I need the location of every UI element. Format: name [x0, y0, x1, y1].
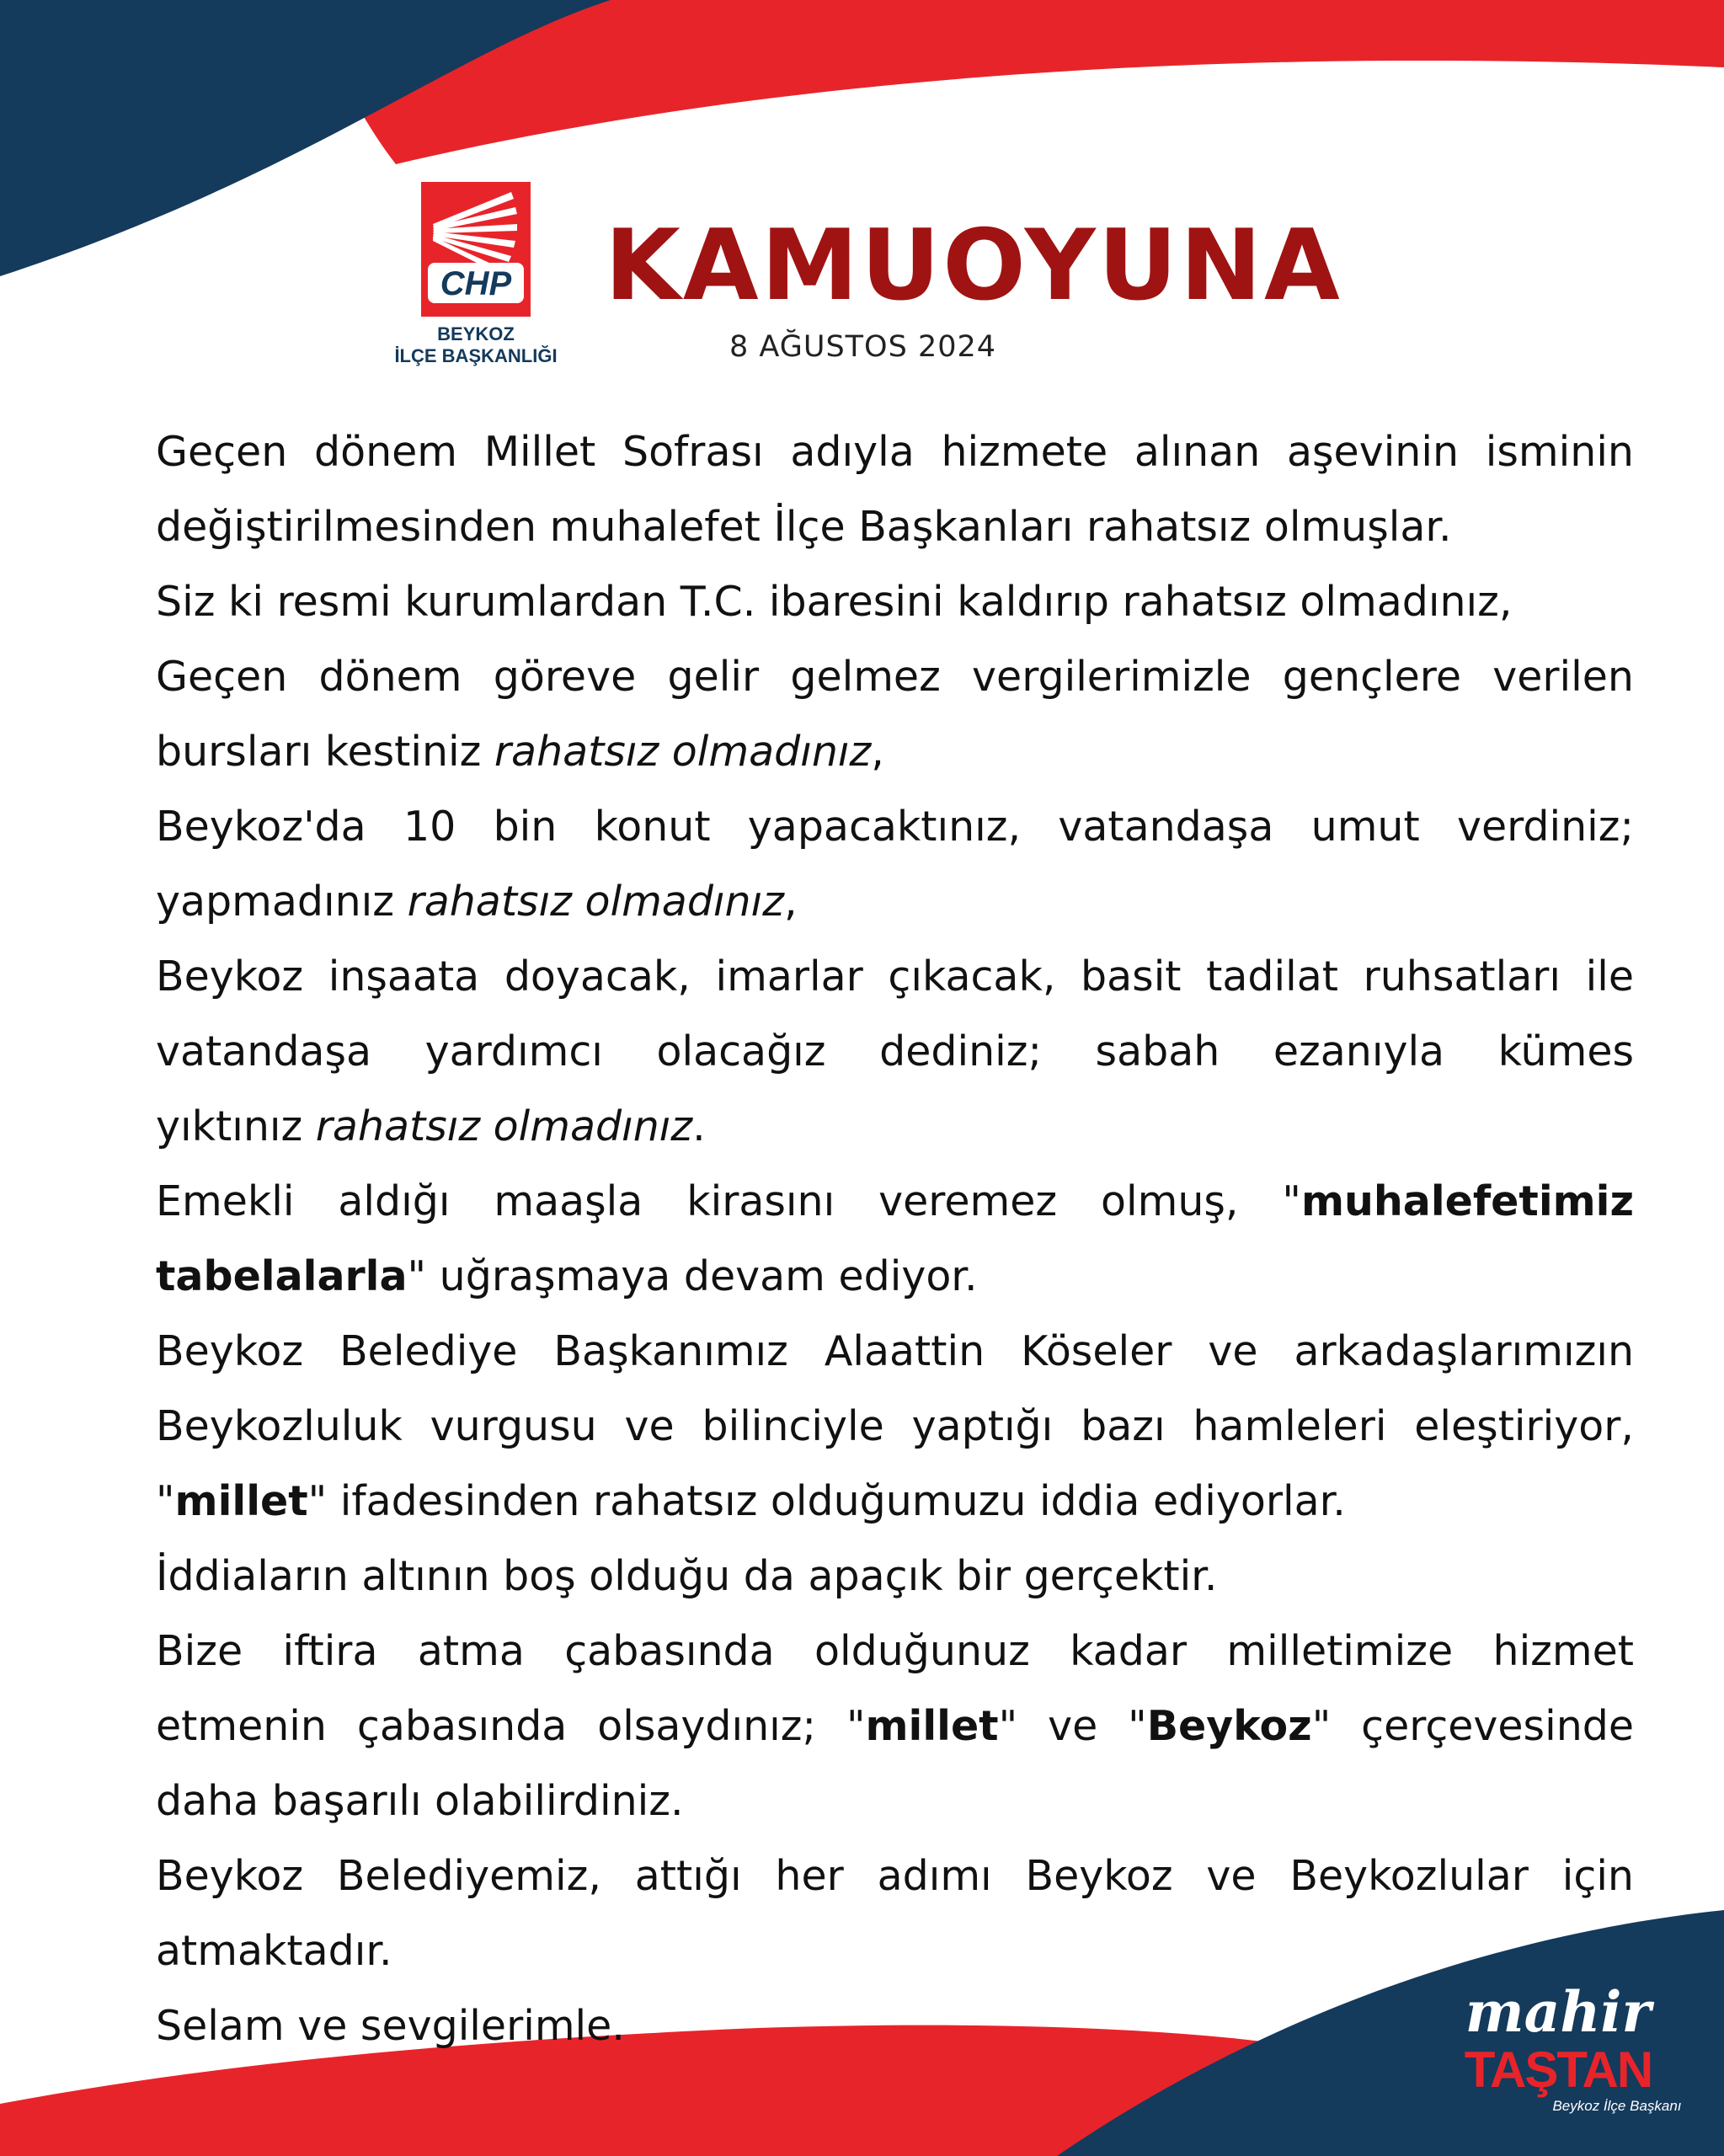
text-run: " — [156, 1477, 175, 1525]
logo-line-2: İLÇE BAŞKANLIĞI — [394, 345, 558, 366]
paragraph-line — [156, 489, 1634, 564]
statement-paragraph — [156, 564, 1634, 639]
statement-paragraph — [156, 1314, 1634, 1539]
text-run: Beykoz Belediyemiz, attığı her adımı Beykoz ve Beykozlular için — [156, 1852, 1634, 1900]
paragraph-line — [156, 1913, 1634, 1988]
page-title: KAMUOYUNA — [605, 209, 1342, 323]
paragraph-line — [156, 1164, 1634, 1239]
statement-paragraph — [156, 789, 1634, 939]
text-run: Siz ki resmi kurumlardan T.C. ibaresini kaldırıp rahatsız olmadınız, — [156, 578, 1513, 626]
logo-name: CHP — [440, 265, 512, 302]
text-run: vatandaşa yardımcı olacağız dediniz; sabah ezanıyla kümes — [156, 1027, 1634, 1075]
paragraph-line — [156, 1689, 1634, 1764]
italic-text: rahatsız olmadınız — [407, 878, 784, 926]
paragraph-line — [156, 564, 1634, 639]
text-run: değiştirilmesinden muhalefet İlçe Başkanları rahatsız olmuşlar. — [156, 503, 1452, 551]
bold-text: Beykoz — [1146, 1702, 1312, 1750]
text-run: , — [783, 878, 798, 926]
text-run: " ifadesinden rahatsız olduğumuzu iddia ediyorlar. — [307, 1477, 1346, 1525]
statement-paragraph — [156, 639, 1634, 789]
text-run: Beykoz Belediye Başkanımız Alaattin Köseler ve arkadaşlarımızın — [156, 1327, 1634, 1375]
paragraph-line — [156, 1614, 1634, 1689]
text-run: , — [871, 728, 884, 776]
statement-paragraph — [156, 414, 1634, 564]
paragraph-line — [156, 1539, 1634, 1614]
signature-role: Beykoz İlçe Başkanı — [1552, 2098, 1682, 2114]
bold-text: muhalefetimiz — [1300, 1177, 1634, 1225]
text-run: Beykoz inşaata doyacak, imarlar çıkacak, basit tadilat ruhsatları ile — [156, 953, 1634, 1001]
paragraph-line — [156, 1089, 1634, 1164]
text-run: bursları kestiniz — [156, 728, 494, 776]
paragraph-line — [156, 1389, 1634, 1464]
statement-paragraph — [156, 1988, 1634, 2063]
statement-paragraph — [156, 939, 1634, 1164]
text-run: etmenin çabasında olsaydınız; " — [156, 1702, 866, 1750]
text-run: Geçen dönem Millet Sofrası adıyla hizmete alınan aşevinin isminin — [156, 428, 1634, 476]
paragraph-line — [156, 414, 1634, 489]
party-logo — [381, 182, 574, 371]
italic-text: rahatsız olmadınız — [494, 728, 872, 776]
paragraph-line — [156, 864, 1634, 939]
text-run: . — [692, 1102, 706, 1150]
text-run: " çerçevesinde — [1311, 1702, 1634, 1750]
paragraph-line — [156, 1764, 1634, 1838]
statement-paragraph — [156, 1539, 1634, 1614]
text-run: İddiaların altının boş olduğu da apaçık bir gerçektir. — [156, 1552, 1218, 1600]
bold-text: millet — [174, 1477, 308, 1525]
paragraph-line — [156, 1988, 1634, 2063]
text-run: " ve " — [998, 1702, 1147, 1750]
text-run: " uğraşmaya devam ediyor. — [407, 1252, 978, 1300]
italic-text: rahatsız olmadınız — [315, 1102, 693, 1150]
text-run: Beykoz'da 10 bin konut yapacaktınız, vatandaşa umut verdiniz; — [156, 803, 1634, 851]
signature-first-name: mahir — [1465, 1979, 1652, 2045]
paragraph-line — [156, 1014, 1634, 1089]
bold-text: millet — [865, 1702, 999, 1750]
paragraph-line — [156, 1239, 1634, 1314]
text-run: Bize iftira atma çabasında olduğunuz kadar milletimize hizmet — [156, 1627, 1634, 1675]
paragraph-line — [156, 1464, 1634, 1539]
statement-date: 8 AĞUSTOS 2024 — [729, 330, 997, 364]
text-run: Emekli aldığı maaşla kirasını veremez olmuş, " — [156, 1177, 1301, 1225]
statement-paragraph — [156, 1614, 1634, 1838]
paragraph-line — [156, 789, 1634, 864]
statement-paragraph — [156, 1164, 1634, 1314]
text-run: Selam ve sevgilerimle. — [156, 2002, 625, 2050]
paragraph-line — [156, 939, 1634, 1014]
statement-body — [156, 414, 1634, 2063]
text-run: daha başarılı olabilirdiniz. — [156, 1777, 684, 1825]
bold-text: tabelalarla — [156, 1252, 408, 1300]
text-run: Beykozluluk vurgusu ve bilinciyle yaptığı bazı hamleleri eleştiriyor, — [156, 1402, 1634, 1450]
signature-last-name: TAŞTAN — [1464, 2041, 1652, 2098]
text-run: yapmadınız — [156, 878, 408, 926]
paragraph-line — [156, 714, 1634, 789]
text-run: Geçen dönem göreve gelir gelmez vergilerimizle gençlere verilen — [156, 653, 1634, 701]
text-run: atmaktadır. — [156, 1927, 392, 1975]
paragraph-line — [156, 639, 1634, 714]
paragraph-line — [156, 1314, 1634, 1389]
paragraph-line — [156, 1838, 1634, 1913]
statement-paragraph — [156, 1838, 1634, 1988]
text-run: yıktınız — [156, 1102, 316, 1150]
logo-line-1: BEYKOZ — [437, 323, 515, 344]
signature — [1432, 1971, 1684, 2139]
